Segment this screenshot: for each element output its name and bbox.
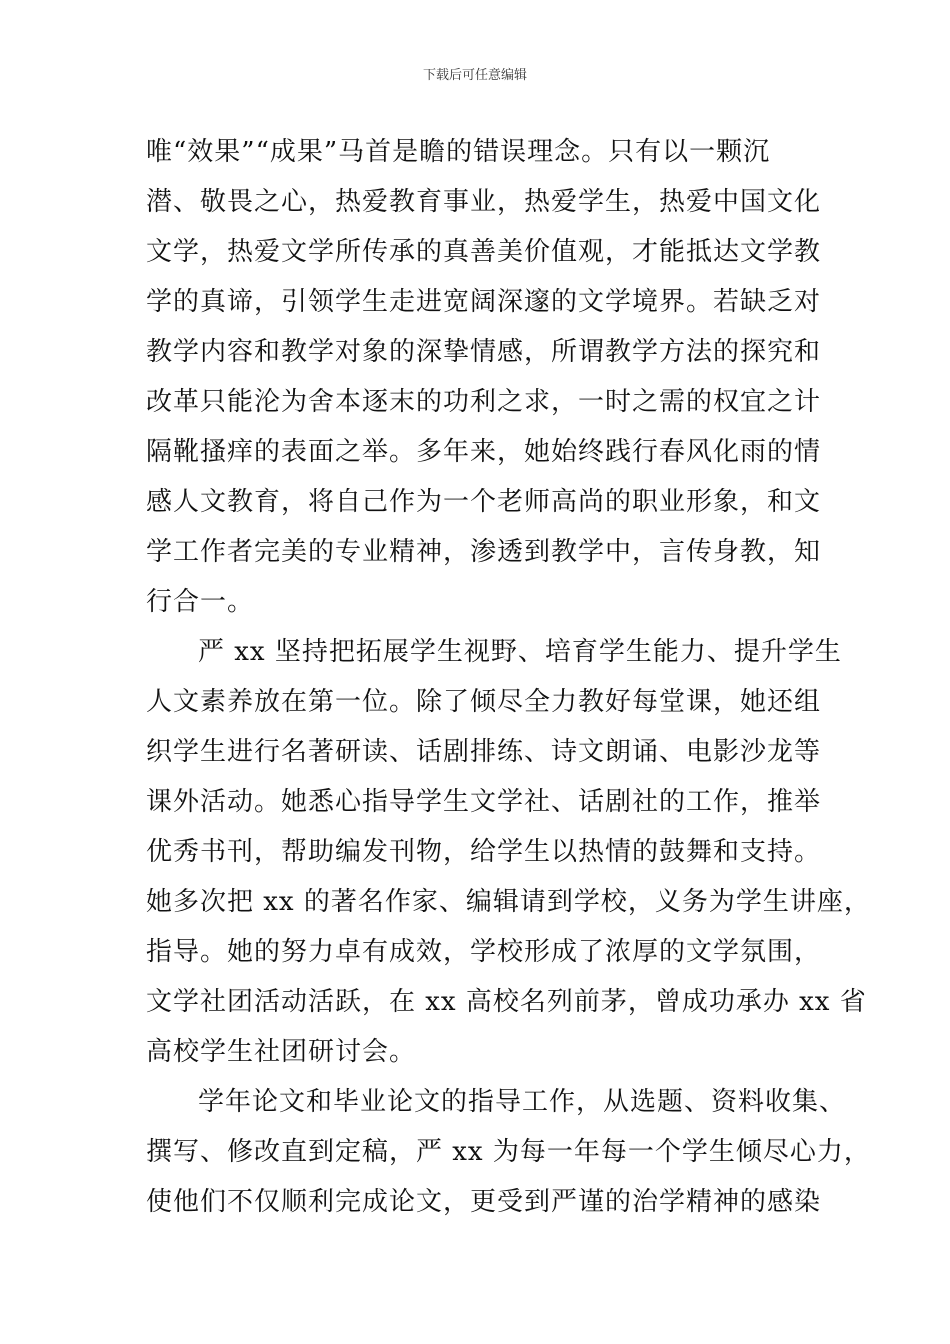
text-line: 撰写、修改直到定稿，严 xx 为每一年每一个学生倾尽心力， bbox=[146, 1137, 871, 1167]
text-line: 唯“效果”“成果”马首是瞻的错误理念。只有以一颗沉 bbox=[146, 137, 771, 167]
text-line: 学年论文和毕业论文的指导工作，从选题、资料收集、 bbox=[198, 1087, 847, 1117]
text-line: 指导。她的努力卓有成效，学校形成了浓厚的文学氛围， bbox=[146, 937, 822, 967]
text-line: 潜、敬畏之心，热爱教育事业，热爱学生，热爱中国文化 bbox=[146, 187, 822, 217]
text-line: 课外活动。她悉心指导学生文学社、话剧社的工作，推举 bbox=[146, 787, 822, 817]
document-body bbox=[146, 127, 871, 1227]
text-line: 教学内容和教学对象的深挚情感，所谓教学方法的探究和 bbox=[146, 337, 822, 367]
text-line: 改革只能沦为舍本逐末的功利之求，一时之需的权宜之计 bbox=[146, 387, 822, 417]
page-header: 下载后可任意编辑 bbox=[422, 68, 527, 83]
text-line: 感人文教育，将自己作为一个老师高尚的职业形象，和文 bbox=[146, 487, 822, 517]
text-line: 她多次把 xx 的著名作家、编辑请到学校，义务为学生讲座， bbox=[146, 887, 871, 917]
text-line: 隔靴搔痒的表面之举。多年来，她始终践行春风化雨的情 bbox=[146, 437, 822, 467]
text-line: 高校学生社团研讨会。 bbox=[146, 1037, 417, 1067]
text-line: 学的真谛，引领学生走进宽阔深邃的文学境界。若缺乏对 bbox=[146, 287, 822, 317]
paragraph-2 bbox=[146, 627, 871, 1077]
text-line: 行合一。 bbox=[146, 587, 255, 617]
text-line: 优秀书刊，帮助编发刊物，给学生以热情的鼓舞和支持。 bbox=[146, 837, 822, 867]
text-line: 严 xx 坚持把拓展学生视野、培育学生能力、提升学生 bbox=[198, 637, 842, 667]
text-line: 人文素养放在第一位。除了倾尽全力教好每堂课，她还组 bbox=[146, 687, 822, 717]
text-line: 文学社团活动活跃，在 xx 高校名列前茅，曾成功承办 xx 省 bbox=[146, 987, 867, 1017]
text-line: 使他们不仅顺利完成论文，更受到严谨的治学精神的感染 bbox=[146, 1187, 822, 1217]
paragraph-3 bbox=[146, 1077, 871, 1227]
text-line: 文学，热爱文学所传承的真善美价值观，才能抵达文学教 bbox=[146, 237, 822, 267]
text-line: 织学生进行名著研读、话剧排练、诗文朗诵、电影沙龙等 bbox=[146, 737, 822, 767]
paragraph-1 bbox=[146, 127, 826, 627]
text-line: 学工作者完美的专业精神，渗透到教学中，言传身教，知 bbox=[146, 537, 822, 567]
